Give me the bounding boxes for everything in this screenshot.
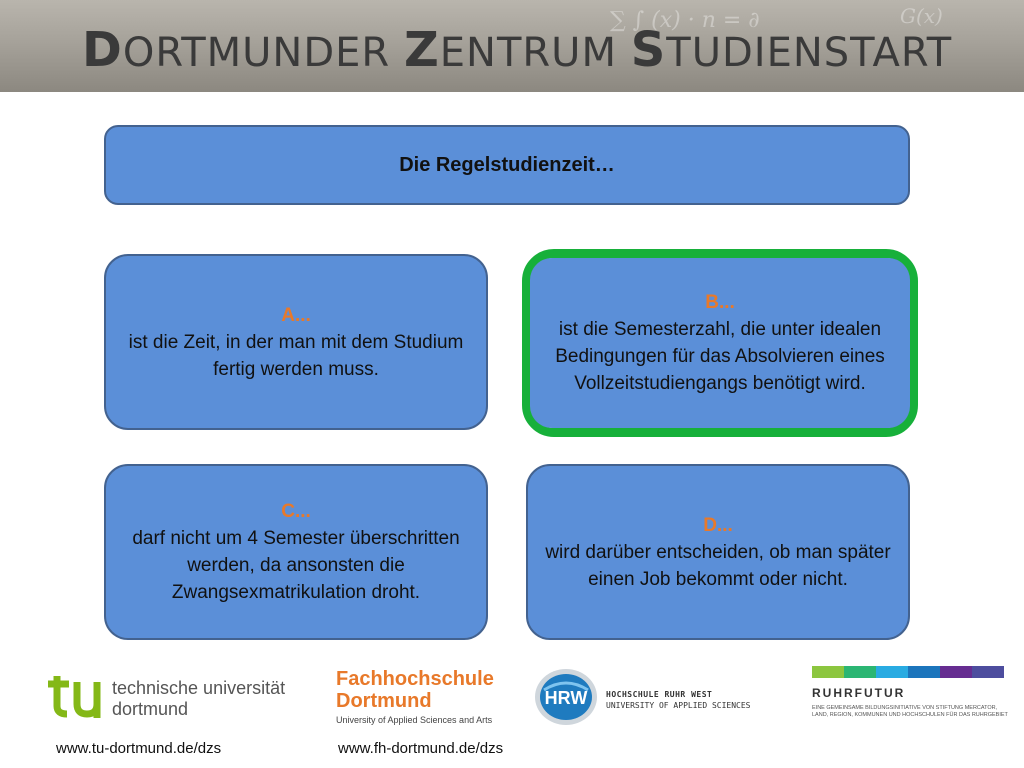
fh-dzs-link[interactable]: www.fh-dortmund.de/dzs [338,740,504,757]
answer-text: wird darüber entscheiden, ob man später einen Job bekommt oder nicht. [545,541,891,590]
background-scribble: G(x) [900,4,943,28]
hrw-logo-icon [534,668,598,726]
title-rest: ENTRUM [439,30,631,76]
title-rest: TUDIENSTART [666,30,953,76]
hrw-badge-text: HRW [544,688,588,708]
answer-option-b[interactable] [530,258,910,428]
answer-text: darf nicht um 4 Semester überschritten werden, da ansonsten die Zwangsexmatrikulation droht. [132,528,460,603]
answer-option-c[interactable] [104,464,488,640]
ruhrfutur-bar [972,666,1004,678]
title-rest: ORTMUNDER [122,30,404,76]
background-scribble: ∑ ∫ (x) · n = ∂ [610,8,760,33]
tu-line2: dortmund [112,699,189,719]
hrw-logo-text [606,689,751,711]
fh-subtitle: University of Applied Sciences and Arts [336,715,493,725]
fh-dortmund-logo [336,668,494,725]
ruhrfutur-description: EINE GEMEINSAME BILDUNGSINITIATIVE VON STIFTUNG MERCATOR, LAND, REGION, KOMMUNEN UND HOCHSCHULEN FÜR DAS RUHRGEBIET [812,705,1008,718]
question-box: Die Regelstudienzeit… [104,125,910,205]
hrw-line2: UNIVERSITY OF APPLIED SCIENCES [606,701,751,710]
title-initial: S [630,22,667,78]
page-title [82,22,952,78]
answer-text: ist die Semesterzahl, die unter idealen Bedingungen für das Absolvieren eines Vollzeitstudiengangs benötigt wird. [555,319,885,394]
tu-dortmund-logo-text [112,678,285,720]
ruhrfutur-logo-text: RUHRFUTUR [812,686,906,700]
tu-dortmund-logo-icon [45,676,105,718]
answer-option-d[interactable] [526,464,910,640]
title-initial: D [82,22,123,78]
answer-letter: C... [281,501,311,522]
ruhrfutur-bar [908,666,940,678]
tu-line1: technische universität [112,678,286,698]
answer-option-a[interactable] [104,254,488,430]
title-initial: Z [403,22,440,78]
hrw-line1: HOCHSCHULE RUHR WEST [606,690,713,699]
answer-letter: D... [703,514,733,536]
answer-letter: A... [281,304,311,326]
ruhrfutur-bar [940,666,972,678]
header-banner [0,0,1024,92]
ruhrfutur-bar [812,666,844,678]
ruhrfutur-bar [876,666,908,678]
ruhrfutur-bar [844,666,876,678]
answer-text: ist die Zeit, in der man mit dem Studium fertig werden muss. [128,331,464,380]
fh-line2: Dortmund [336,690,432,712]
answer-letter: B... [705,292,735,313]
ruhrfutur-color-bars [812,666,1004,678]
fh-line1: Fachhochschule [336,668,494,690]
tu-dzs-link[interactable]: www.tu-dortmund.de/dzs [56,740,222,757]
